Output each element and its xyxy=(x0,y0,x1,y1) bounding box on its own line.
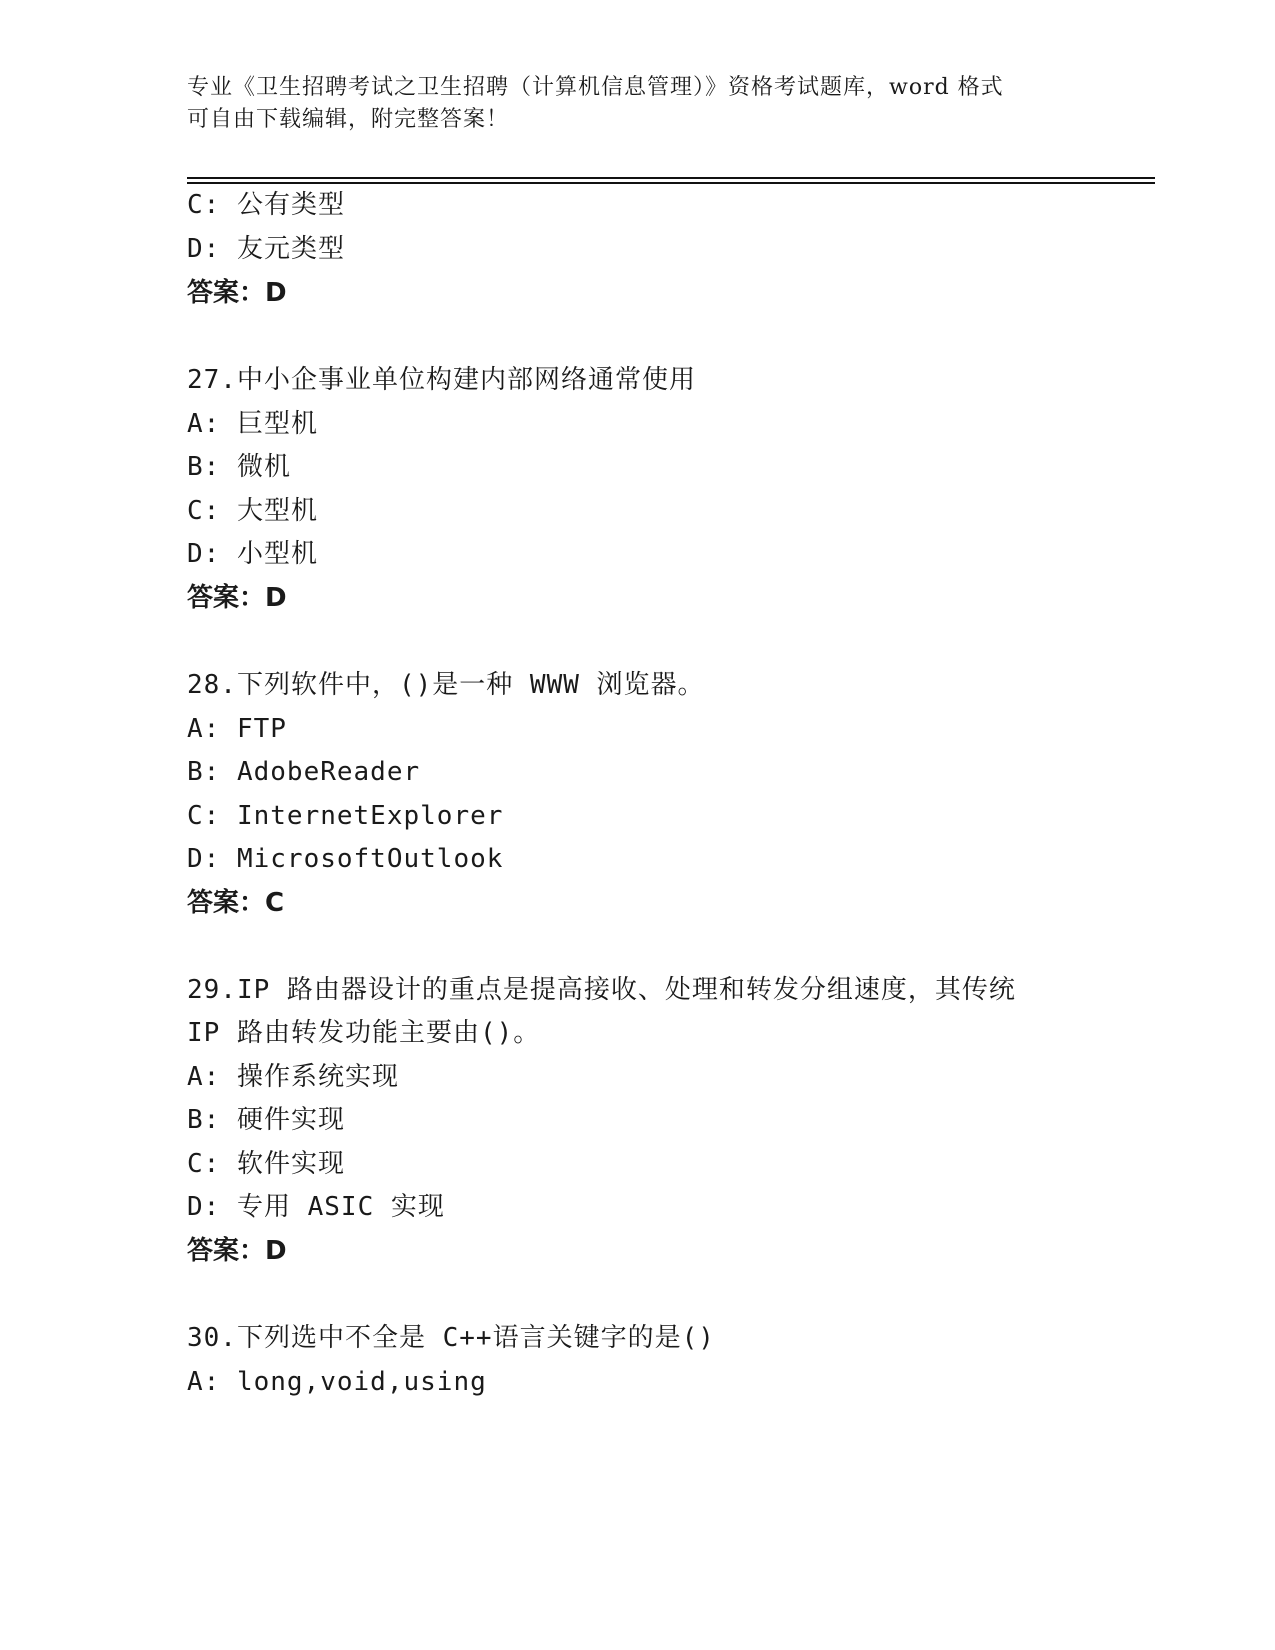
q27-option-d: D: 小型机 xyxy=(187,539,318,569)
q28-stem: 28.下列软件中，()是一种 WWW 浏览器。 xyxy=(187,670,705,700)
header-line-2: 可自由下载编辑，附完整答案！ xyxy=(187,107,510,132)
header-divider-bottom xyxy=(187,182,1155,184)
q28-option-c: C: InternetExplorer xyxy=(187,801,504,831)
header-divider-top xyxy=(187,177,1155,179)
q27-option-a: A: 巨型机 xyxy=(187,409,318,439)
q29-option-c: C: 软件实现 xyxy=(187,1149,345,1179)
prev-option-d: D: 友元类型 xyxy=(187,234,345,264)
q27-answer: 答案：D xyxy=(187,583,287,613)
q27-stem: 27.中小企事业单位构建内部网络通常使用 xyxy=(187,365,696,395)
q29-option-a: A: 操作系统实现 xyxy=(187,1062,399,1092)
q29-option-b: B: 硬件实现 xyxy=(187,1105,345,1135)
q27-option-c: C: 大型机 xyxy=(187,496,318,526)
header-line-1: 专业《卫生招聘考试之卫生招聘（计算机信息管理）》资格考试题库，word 格式 xyxy=(187,75,1004,100)
q27-option-b: B: 微机 xyxy=(187,452,291,482)
q29-option-d: D: 专用 ASIC 实现 xyxy=(187,1192,445,1222)
q28-option-a: A: FTP xyxy=(187,714,287,744)
q29-stem-line-2: IP 路由转发功能主要由()。 xyxy=(187,1018,541,1048)
q29-answer: 答案：D xyxy=(187,1236,287,1266)
q28-answer: 答案：C xyxy=(187,888,285,918)
prev-option-c: C: 公有类型 xyxy=(187,190,345,220)
document-header xyxy=(187,72,1087,136)
q29-stem-line-1: 29.IP 路由器设计的重点是提高接收、处理和转发分组速度，其传统 xyxy=(187,975,1016,1005)
prev-answer: 答案：D xyxy=(187,278,287,308)
q28-option-b: B: AdobeReader xyxy=(187,757,421,787)
q28-option-d: D: MicrosoftOutlook xyxy=(187,844,504,874)
q30-option-a: A: long,void,using xyxy=(187,1367,487,1397)
q30-stem: 30.下列选中不全是 C++语言关键字的是() xyxy=(187,1323,715,1353)
